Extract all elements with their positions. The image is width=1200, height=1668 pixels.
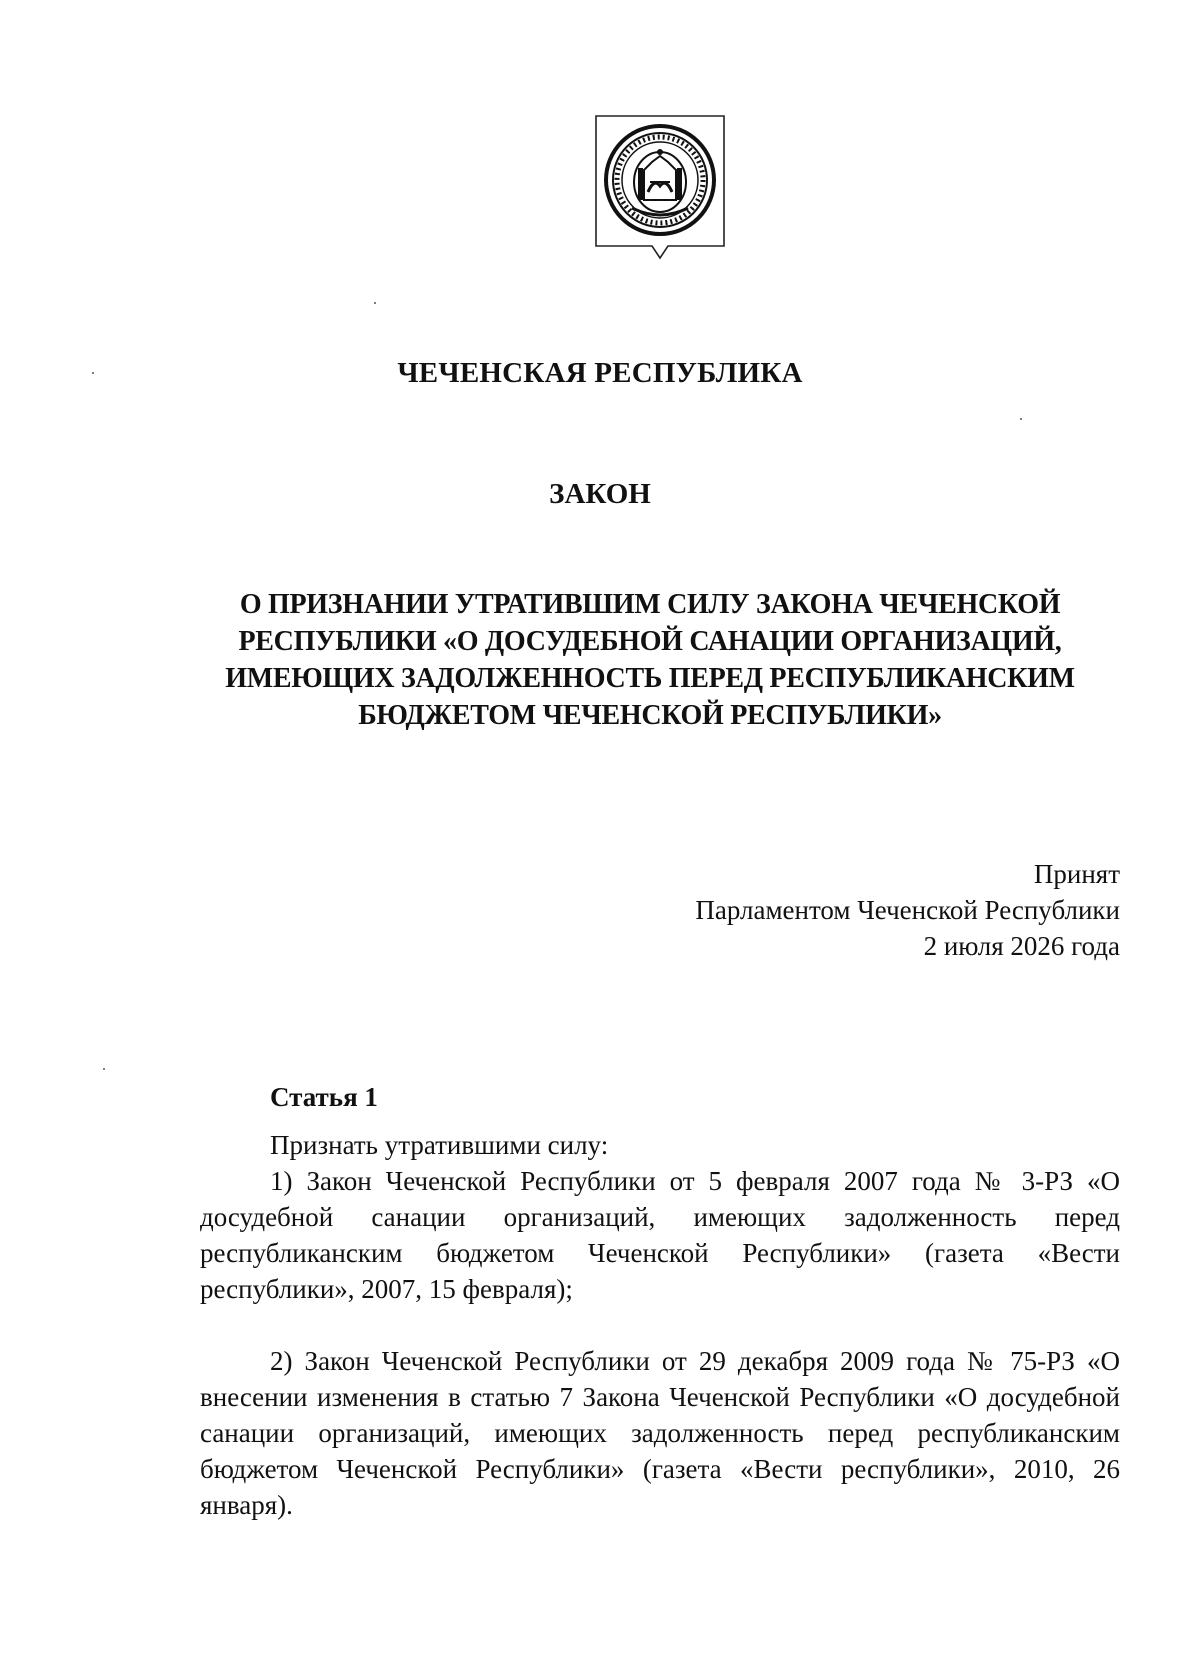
law-title-line: О ПРИЗНАНИИ УТРАТИВШИМ СИЛУ ЗАКОНА ЧЕЧЕНСКОЙ <box>239 589 1061 620</box>
article-heading: Статья 1 <box>270 1082 378 1112</box>
article-item: 2) Закон Чеченской Республики от 29 декабря 2009 года № 75-РЗ «О внесении изменения в статью 7 Закона Чеченской Республики «О досудебной санации организаций, имеющих задолженность перед республиканским бюджетом Чеченской Республики» (газета «Вести республики», 2010, 26 января). <box>200 1346 1120 1520</box>
article-item: 1) Закон Чеченской Республики от 5 февраля 2007 года № 3-РЗ «О досудебной санации организаций, имеющих задолженность перед республиканским бюджетом Чеченской Республики» (газета «Вести республики», 2007, 15 февраля); <box>200 1166 1120 1304</box>
adopted-date: 2 июля 2026 года <box>923 931 1120 961</box>
scan-speck <box>374 302 376 304</box>
adopted-by: Парламентом Чеченской Республики <box>695 895 1120 925</box>
republic-heading: ЧЕЧЕНСКАЯ РЕСПУБЛИКА <box>397 357 803 389</box>
law-title-line: БЮДЖЕТОМ ЧЕЧЕНСКОЙ РЕСПУБЛИКИ» <box>358 700 942 731</box>
law-title <box>200 586 1100 734</box>
adopted-label: Принят <box>1033 859 1120 889</box>
law-title-line: РЕСПУБЛИКИ «О ДОСУДЕБНОЙ САНАЦИИ ОРГАНИЗАЦИЙ, <box>238 626 1062 657</box>
document-type-heading: ЗАКОН <box>549 478 651 510</box>
scan-speck <box>103 1068 105 1070</box>
article-intro: Признать утратившими силу: <box>270 1130 609 1160</box>
coat-of-arms-icon <box>592 112 728 272</box>
adoption-block <box>695 856 1120 964</box>
scan-speck <box>1020 418 1022 420</box>
law-title-line: ИМЕЮЩИХ ЗАДОЛЖЕННОСТЬ ПЕРЕД РЕСПУБЛИКАНСКИМ <box>225 663 1075 694</box>
